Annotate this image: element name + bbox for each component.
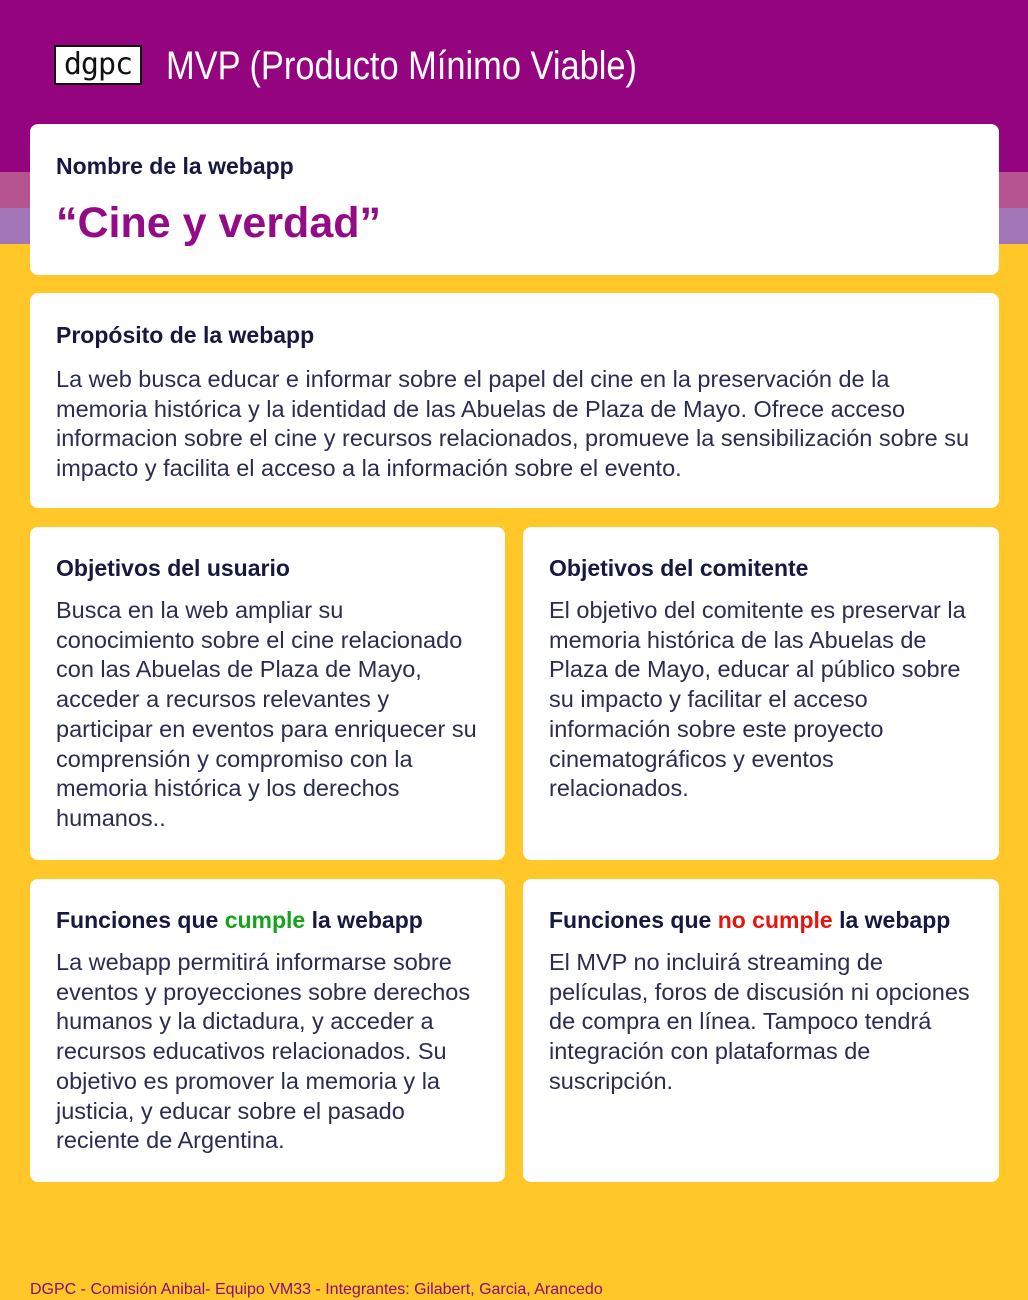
excluded-functions-heading: [549, 906, 973, 934]
heading-suffix: la webapp: [311, 907, 423, 933]
user-objectives-heading: Objetivos del usuario: [56, 555, 290, 581]
client-objectives-card: [523, 527, 999, 860]
heading-highlight-no-cumple: no cumple: [717, 907, 833, 933]
user-objectives-text: Busca en la web ampliar su conocimiento sobre el cine relacionado con las Abuelas de Plaza de Mayo, acceder a recursos relevantes y participar en eventos para enriquecer su comprensión y compromiso con la memoria histórica y los derechos humanos..: [56, 597, 477, 831]
purpose-heading: Propósito de la webapp: [56, 322, 315, 348]
heading-highlight-cumple: cumple: [224, 907, 306, 933]
included-functions-card: [30, 879, 505, 1182]
heading-prefix: Funciones que: [549, 907, 712, 933]
excluded-functions-text: El MVP no incluirá streaming de películas, foros de discusión ni opciones de compra en línea. Tampoco tendrá integración con plataformas de suscripción.: [549, 949, 970, 1094]
included-functions-text: La webapp permitirá informarse sobre eventos y proyecciones sobre derechos humanos y la dictadura, y acceder a recursos educativos relacionados. Su objetivo es promover la memoria y la justicia, y educar sobre el pasado reciente de Argentina.: [56, 949, 471, 1154]
excluded-functions-card: [523, 879, 999, 1182]
webapp-name-value: “Cine y verdad”: [56, 199, 381, 247]
purpose-card: [30, 293, 999, 508]
user-objectives-card: [30, 527, 505, 860]
webapp-name-card: [30, 124, 999, 275]
purpose-text: La web busca educar e informar sobre el papel del cine en la preservación de la memoria histórica y la identidad de las Abuelas de Plaza de Mayo. Ofrece acceso informacion sobre el cine y recursos relacionados, promueve la sensibilización sobre su impacto y facilita el acceso a la información sobre el evento.: [56, 366, 970, 482]
included-functions-heading: [56, 906, 479, 934]
client-objectives-text: El objetivo del comitente es preservar la memoria histórica de las Abuelas de Plaza de Mayo, educar al público sobre su impacto y facilitar el acceso información sobre este proyecto cinematográficos y eventos relacionados.: [549, 597, 966, 802]
footer-credits: DGPC - Comisión Anibal- Equipo VM33 - Integrantes: Gilabert, Garcia, Arancedo: [30, 1281, 603, 1298]
page-title: MVP (Producto Mínimo Viable): [166, 44, 637, 88]
webapp-name-heading: Nombre de la webapp: [56, 153, 294, 179]
heading-suffix: la webapp: [839, 907, 951, 933]
dgpc-logo: dgpc: [54, 45, 142, 85]
client-objectives-heading: Objetivos del comitente: [549, 555, 809, 581]
heading-prefix: Funciones que: [56, 907, 219, 933]
